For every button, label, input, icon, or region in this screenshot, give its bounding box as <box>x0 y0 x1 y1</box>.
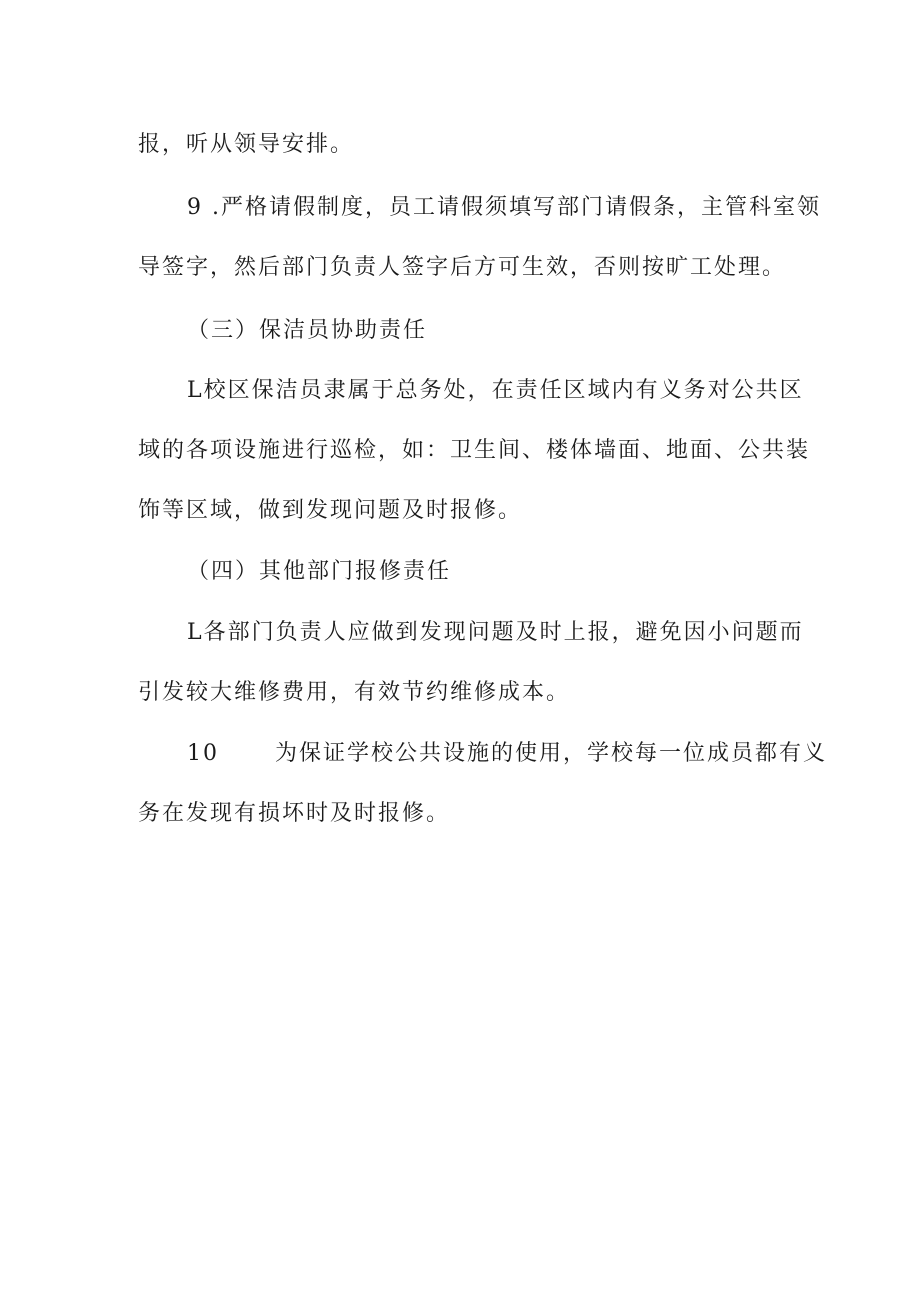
item-number: 10 <box>187 741 219 766</box>
paragraph-line: 报，听从领导安排。 <box>138 132 355 157</box>
paragraph-line: 务在发现有损坏时及时报修。 <box>138 801 451 826</box>
paragraph-line: 引发较大维修费用，有效节约维修成本。 <box>138 680 571 705</box>
numbered-item-line <box>187 739 827 769</box>
section-heading: （三）保洁员协助责任 <box>187 318 428 343</box>
paragraph-line: L各部门负责人应做到发现问题及时上报，避免因小问题而 <box>187 620 804 645</box>
paragraph-line: 饰等区域，做到发现问题及时报修。 <box>138 498 523 523</box>
paragraph-line: L校区保洁员隶属于总务处，在责任区域内有义务对公共区 <box>187 378 804 403</box>
item-text: 为保证学校公共设施的使用，学校每一位成员都有义 <box>275 741 828 766</box>
paragraph-line: 导签字，然后部门负责人签字后方可生效，否则按旷工处理。 <box>138 255 787 280</box>
paragraph-line: 域的各项设施进行巡检，如：卫生间、楼体墙面、地面、公共装 <box>138 438 811 463</box>
paragraph-line: 9 .严格请假制度，员工请假须填写部门请假条，主管科室领 <box>187 195 821 220</box>
section-heading: （四）其他部门报修责任 <box>187 559 452 584</box>
